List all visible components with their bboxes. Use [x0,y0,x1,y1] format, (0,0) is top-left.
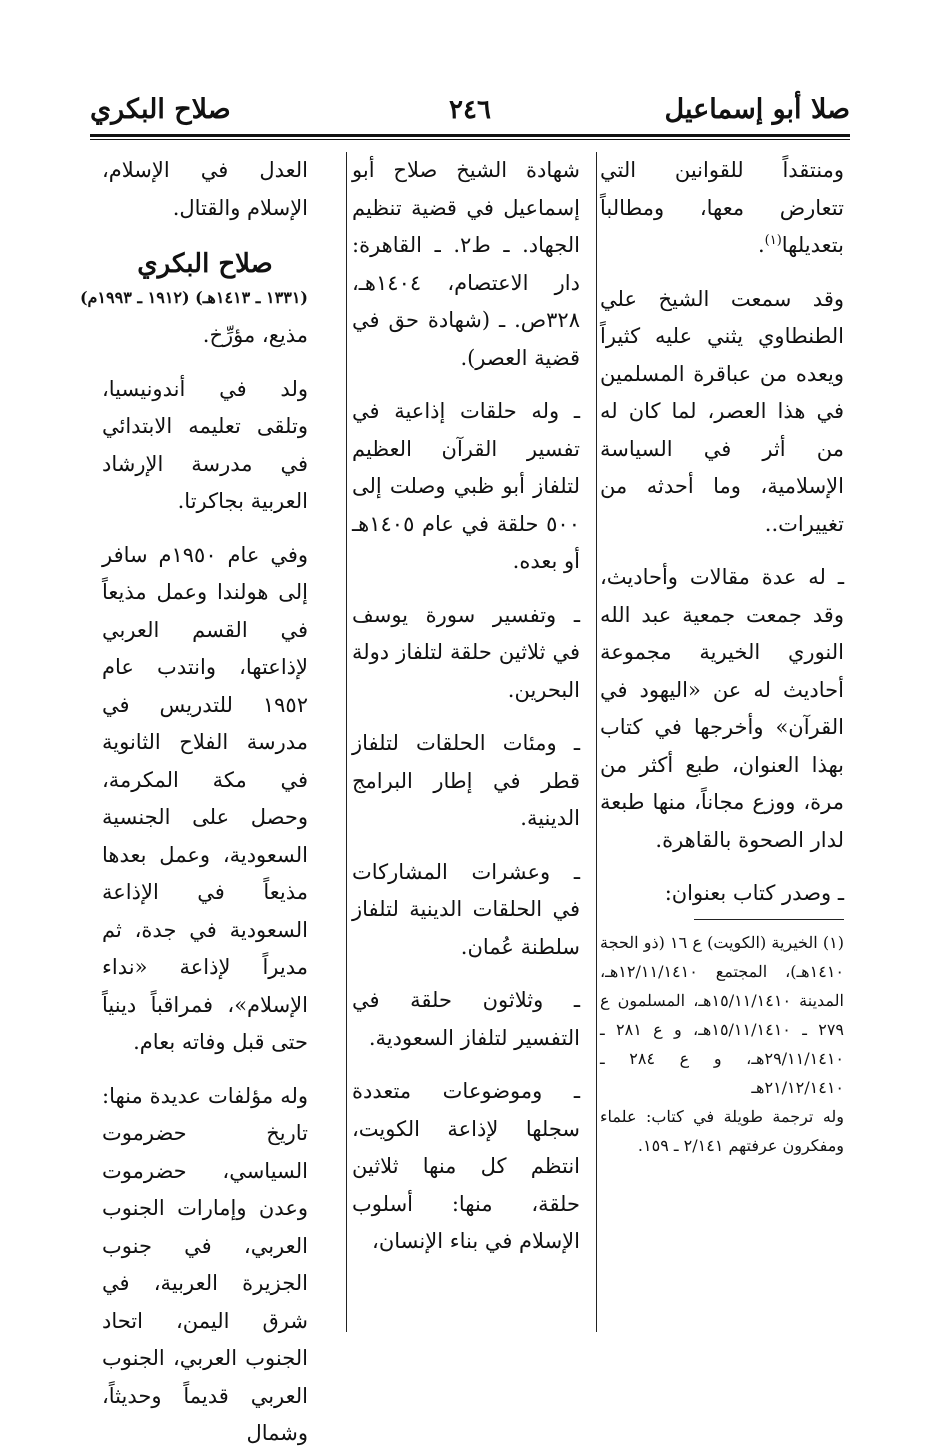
paragraph-text: ومنتقداً للقوانين التي تتعارض معها، ومطالباً بتعديلها [600,158,844,257]
biography-title: صلاح البكري [137,249,273,279]
paragraph [600,152,844,265]
footnote-text: الخيرية (الكويت) ع ١٦ (ذو الحجة ١٤١٠هـ)، المجتمع ١٢/١١/١٤١٠هـ، المدينة ١٥/١١/١٤١٠هـ، المسلمون ع ٢٧٩ ـ ١٥/١١/١٤١٠هـ، و ع ٢٨١ ـ ٢٩/١١/١٤١٠هـ، و ع ٢٨٤ ـ ٢١/١٢/١٤١٠هـ [600,932,844,1097]
paragraph: وفي عام ١٩٥٠م سافر إلى هولندا وعمل مذيعاً في القسم العربي لإذاعتها، وانتدب عام ١٩٥٢ للتدريس في مدرسة الفلاح الثانوية في مكة المكرمة، وحصل على الجنسية السعودية، وعمل بعدها مذيعاً في الإذاعة السعودية في جدة، ثم مديراً لإذاعة «نداء الإسلام»، فمراقباً دينياً حتى قبل وفاته بعام. [102,542,308,1054]
paragraph: ـ ومئات الحلقات لتلفاز قطر في إطار البرامج الدينية. [352,731,580,830]
footnote [600,928,844,1160]
paragraph: ـ له عدة مقالات وأحاديث، وقد جمعت جمعية عبد الله النوري الخيرية مجموعة أحاديث له عن «اليهود في القرآن» وأخرجها في كتاب بهذا العنوان، طبع أكثر من مرة، ووزع مجاناً، منها طبعة لدار الصحوة بالقاهرة. [600,565,844,852]
paragraph: ـ وموضوعات متعددة سجلها لإذاعة الكويت، انتظم كل منها ثلاثين حلقة، منها: أسلوب الإسلام في بناء الإنسان، [352,1079,580,1253]
column-middle [352,152,580,1332]
paragraph: شهادة الشيخ صلاح أبو إسماعيل في قضية تنظيم الجهاد. ـ ط٢. ـ القاهرة: دار الاعتصام، ١٤٠٤هـ، ٣٢٨ص. ـ (شهادة حق في قضية العصر). [352,158,580,370]
header-right-title: صلا أبو إسماعيل [664,94,850,125]
running-header [90,78,850,140]
paragraph: ـ وثلاثون حلقة في التفسير لتلفاز السعودية. [352,988,580,1050]
page-number: ٢٤٦ [449,95,491,125]
footnote-rule [694,919,844,920]
paragraph: ـ وله حلقات إذاعية في تفسير القرآن العظيم لتلفاز أبو ظبي وصلت إلى ٥٠٠ حلقة في عام ١٤٠٥هـ أو بعده. [352,399,580,573]
column-right [600,152,844,1332]
header-rule [90,134,850,140]
paragraph: مذيع، مؤرِّخ. [202,323,308,347]
footnote-marker: (١) [764,233,782,248]
column-divider [596,152,597,1332]
paragraph: ـ وتفسير سورة يوسف في ثلاثين حلقة لتلفاز دولة البحرين. [352,602,580,702]
paragraph: ولد في أندونيسيا، وتلقى تعليمه الابتدائي في مدرسة الإرشاد العربية بجاكرتا. [102,376,308,513]
paragraph: وقد سمعت الشيخ علي الطنطاوي يثني عليه كثيراً ويعده من عباقرة المسلمين في هذا العصر، لما كان له من أثر في السياسة الإسلامية، وما أحدثه من تغييرات.. [600,286,844,536]
header-left-title: صلاح البكري [90,94,231,125]
paragraph: العدل في الإسلام، الإسلام والقتال. [102,158,308,220]
paragraph-end: . [757,233,765,257]
column-divider [346,152,347,1332]
paragraph: وله مؤلفات عديدة منها: تاريخ حضرموت السياسي، حضرموت وعدن وإمارات الجنوب العربي، في جنوب الجزيرة العربية، في شرق اليمن، اتحاد الجنوب العربي، الجنوب العربي قديماً وحديثاً، وشمال [102,1083,308,1445]
biography-dates: (١٣٣١ ـ ١٤١٣هـ) (١٩١٢ ـ ١٩٩٣م) [79,288,308,307]
footnote-number: (١) [822,932,844,952]
paragraph: ـ وصدر كتاب بعنوان: [664,881,844,905]
column-left [79,152,308,1445]
paragraph: ـ وعشرات المشاركات في الحلقات الدينية لتلفاز سلطنة عُمان. [352,859,580,959]
footnote-extra: وله ترجمة طويلة في كتاب: علماء ومفكرون عرفتهم ٢/١٤١ ـ ١٥٩. [600,1106,844,1155]
